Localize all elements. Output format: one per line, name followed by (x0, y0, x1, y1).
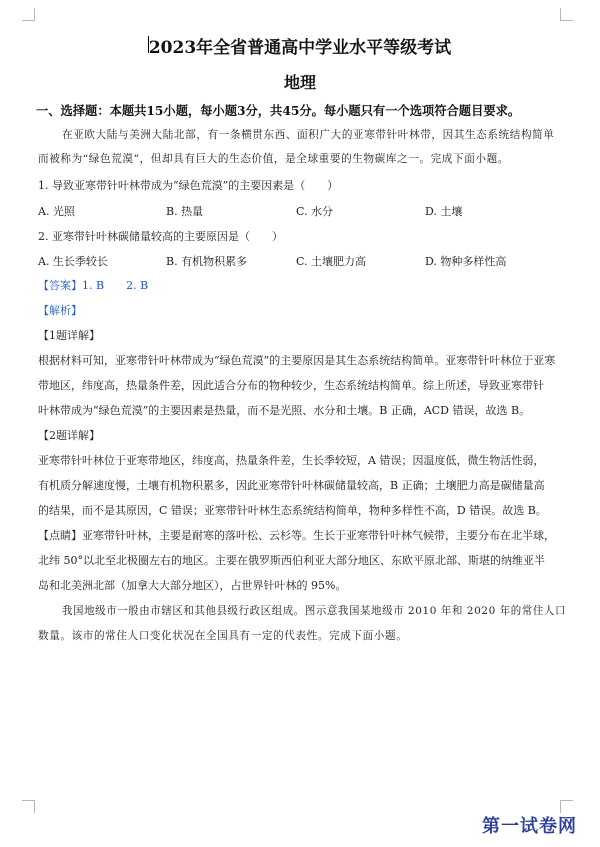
crop-mark-top-left (22, 8, 35, 21)
detail2-line: 有机质分解速度慢，土壤有机物积累多，因此亚寒带针叶林碳储量较高，B 正确；土壤肥力高是碳储量高 (38, 479, 545, 492)
question1-stem: 1. 导致亚寒带针叶林带成为“绿色荒漠”的主要因素是（ ） (38, 179, 339, 192)
exam-title: 2023年全省普通高中学业水平等级考试 (148, 38, 452, 58)
answer-line: 【答案】1. B 2. B (38, 279, 149, 292)
passage1-line: 而被称为“绿色荒漠”，但却具有巨大的生态价值，是全球重要的生物碳库之一。完成下面小题。 (38, 153, 509, 165)
watermark-logo: 第一试卷网 (482, 816, 577, 837)
section-heading: 一、选择题：本题共15小题，每小题3分，共45分。每小题只有一个选项符合题目要求。 (36, 103, 521, 118)
question2-stem: 2. 亚寒带针叶林碳储量较高的主要原因是（ ） (38, 230, 283, 243)
passage2-line: 我国地级市一般由市辖区和其他县级行政区组成。图示意我国某地级市 2010 年和 2020 年的常住人口 (62, 605, 567, 617)
question2-option-a: A. 生长季较长 (38, 255, 108, 268)
question1-option-d: D. 土壤 (425, 205, 463, 218)
crop-mark-top-right (560, 8, 573, 21)
detail2-line: 亚寒带针叶林位于亚寒带地区，纬度高，热量条件差，生长季较短，A 错误；因温度低，微生物活性弱， (38, 454, 545, 467)
detail1-label: 【1题详解】 (38, 329, 100, 342)
detail2-label: 【2题详解】 (38, 429, 100, 442)
detail1-line: 根据材料可知，亚寒带针叶林带成为“绿色荒漠”的主要原因是其生态系统结构简单。亚寒带针叶林位于亚寒 (38, 354, 556, 367)
subject-title: 地理 (283, 73, 316, 92)
question1-option-c: C. 水分 (296, 205, 334, 218)
question2-option-b: B. 有机物积累多 (166, 255, 248, 268)
detail2-line: 的结果，而不是其原因，C 错误；亚寒带针叶林生态系统结构简单，物种多样性不高，D 错误。故选 B。 (38, 504, 547, 517)
passage2-line: 数量。该市的常住人口变化状况在全国具有一定的代表性。完成下面小题。 (38, 630, 408, 642)
tip-line: 岛和北美洲北部（加拿大大部分地区），占世界针叶林的 95%。 (38, 579, 347, 592)
question2-option-c: C. 土壤肥力高 (296, 255, 367, 268)
question1-option-a: A. 光照 (38, 205, 75, 218)
tip-line: 【点睛】亚寒带针叶林，主要是耐寒的落叶松、云杉等。生长于亚寒带针叶林气候带，主要分布在北半球， (38, 529, 555, 542)
crop-mark-bottom-left (22, 800, 35, 813)
question1-option-b: B. 热量 (166, 205, 204, 218)
detail1-line: 叶林带成为“绿色荒漠”的主要因素是热量，而不是光照、水分和土壤。B 正确，ACD 错误，故选 B。 (38, 404, 531, 417)
passage1-line: 在亚欧大陆与美洲大陆北部，有一条横贯东西、面积广大的亚寒带针叶林带，因其生态系统结构简单 (62, 129, 555, 141)
detail1-line: 带地区，纬度高，热量条件差，因此适合分布的物种较少，生态系统结构简单。综上所述，导致亚寒带针 (38, 379, 544, 392)
tip-line: 北纬 50°以北至北极圈左右的地区。主要在俄罗斯西伯利亚大部分地区、东欧平原北部、斯堪的纳维亚半 (38, 554, 545, 567)
question2-option-d: D. 物种多样性高 (425, 255, 507, 268)
analysis-label: 【解析】 (38, 304, 82, 317)
